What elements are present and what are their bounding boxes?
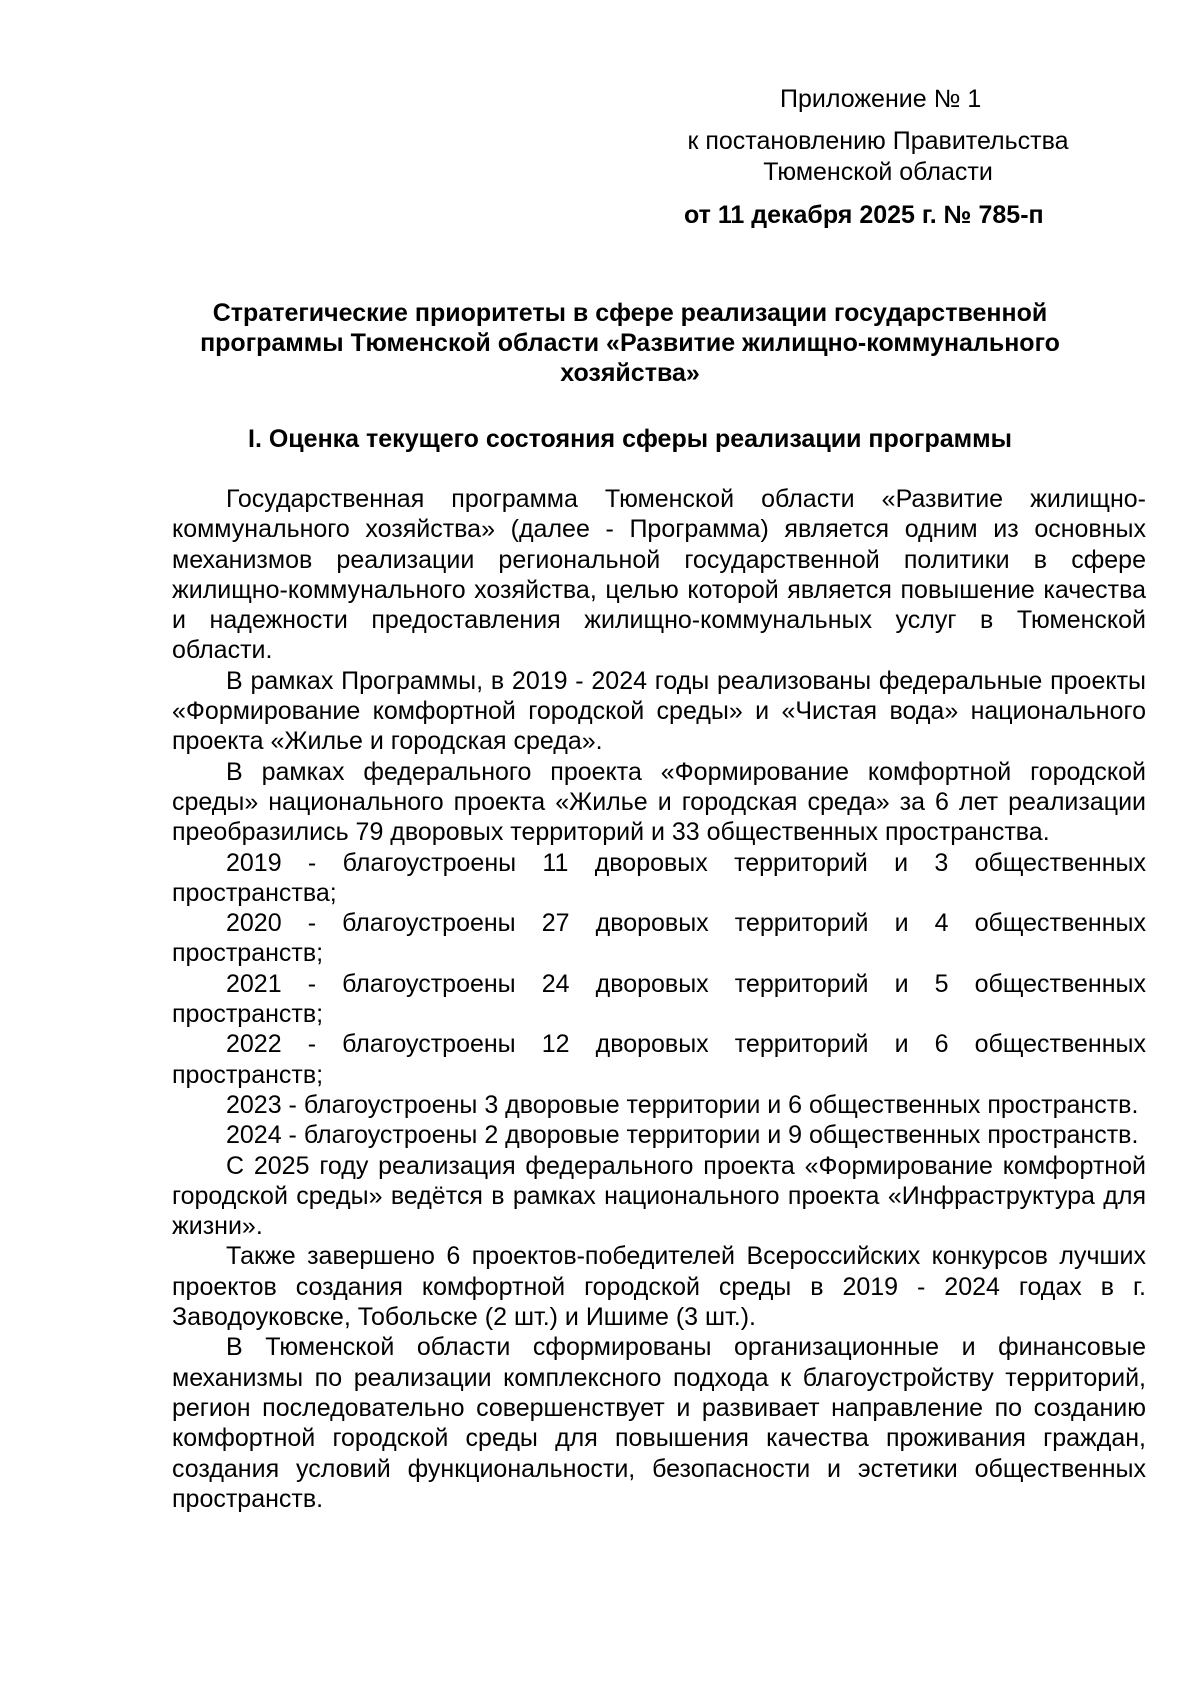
paragraph: 2023 - благоустроены 3 дворовые территории и 6 общественных пространств.	[226, 1090, 1139, 1119]
document-title-line-3: хозяйства»	[560, 359, 700, 387]
paragraph: 2022 - благоустроены 12 дворовых территорий и 6 общественных пространств;	[172, 1030, 1146, 1089]
paragraph: С 2025 году реализация федерального проекта «Формирование комфортной городской среды» ведётся в рамках национального проекта «Инфраструктура для жизни».	[172, 1151, 1146, 1241]
decree-reference-line-2: Тюменской области	[763, 158, 993, 186]
paragraph: В рамках федерального проекта «Формирование комфортной городской среды» национального проекта «Жилье и городская среда» за 6 лет реализации преобразились 79 дворовых территорий и 33 общественных пространства.	[172, 757, 1146, 847]
decree-reference-line-1: к постановлению Правительства	[687, 127, 1069, 155]
paragraph: Также завершено 6 проектов-победителей Всероссийских конкурсов лучших проектов создания комфортной городской среды в 2019 - 2024 годах в г. Заводоуковске, Тобольске (2 шт.) и Ишиме (3 шт.).	[172, 1242, 1146, 1332]
paragraph: Государственная программа Тюменской области «Развитие жилищно-коммунального хозяйства» (далее - Программа) является одним из основных механизмов реализации региональной государственной политики в сфере жилищно-коммунального хозяйства, целью которой является повышение качества и надежности предоставления жилищно-коммунальных услуг в Тюменской области.	[172, 485, 1146, 665]
document-body	[172, 484, 1146, 1514]
document-title-line-2: программы Тюменской области «Развитие жилищно-коммунального	[200, 329, 1060, 357]
paragraph: В Тюменской области сформированы организационные и финансовые механизмы по реализации комплексного подхода к благоустройству территорий, регион последовательно совершенствует и развивает направление по созданию комфортной городской среды для повышения качества проживания граждан, создания условий функциональности, безопасности и эстетики общественных пространств.	[172, 1333, 1146, 1513]
paragraph: 2021 - благоустроены 24 дворовых территорий и 5 общественных пространств;	[172, 969, 1146, 1029]
paragraph: В рамках Программы, в 2019 - 2024 годы реализованы федеральные проекты «Формирование комфортной городской среды» и «Чистая вода» национального проекта «Жилье и городская среда».	[172, 666, 1146, 756]
paragraph: 2019 - благоустроены 11 дворовых территорий и 3 общественных пространства;	[172, 848, 1146, 907]
decree-reference	[668, 126, 1088, 188]
paragraph: 2020 - благоустроены 27 дворовых территорий и 4 общественных пространств;	[172, 909, 1146, 968]
appendix-label: Приложение № 1	[780, 85, 982, 113]
document-title-line-1: Стратегические приоритеты в сфере реализации государственной	[212, 299, 1048, 327]
document-title	[160, 298, 1100, 388]
paragraph: 2024 - благоустроены 2 дворовые территории и 9 общественных пространств.	[226, 1121, 1139, 1150]
section-heading: I. Оценка текущего состояния сферы реализации программы	[248, 425, 1012, 453]
decree-date: от 11 декабря 2025 г. № 785-п	[684, 201, 1044, 229]
